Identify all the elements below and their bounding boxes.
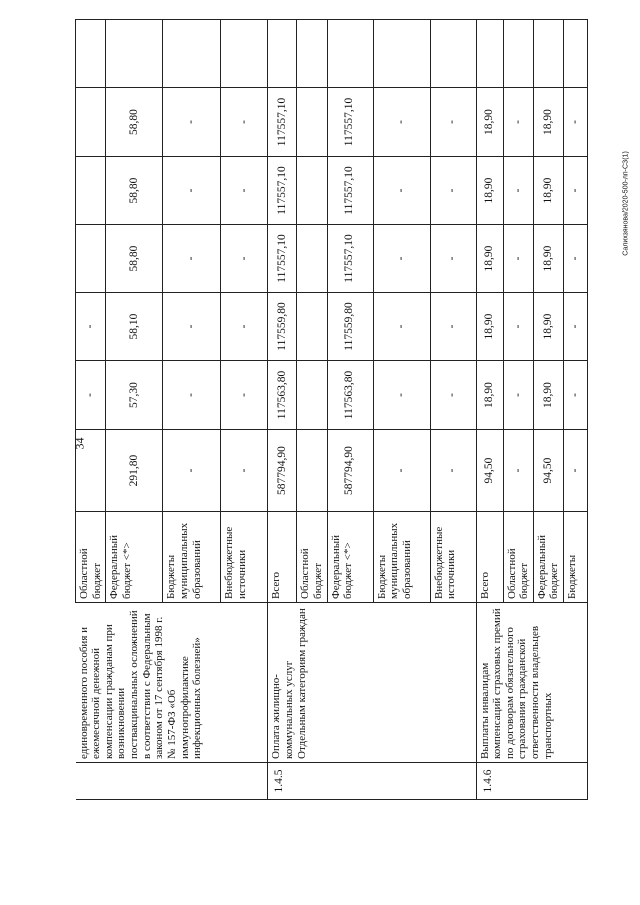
- value-cell: -: [163, 157, 221, 225]
- value-cell: 58,80: [106, 88, 163, 157]
- value-cell: 18,90: [533, 225, 563, 293]
- value-cell: -: [430, 430, 476, 512]
- funding-table-frame: [72, 20, 582, 800]
- value-cell: -: [221, 88, 268, 157]
- value-cell: -: [564, 88, 588, 157]
- value-cell: -: [503, 361, 533, 430]
- value-cell: 117559,80: [268, 293, 297, 361]
- value-cell: -: [163, 361, 221, 430]
- value-cell: 18,90: [476, 361, 503, 430]
- value-cell: [297, 157, 327, 225]
- row-number: 1.4.6: [476, 763, 588, 800]
- value-cell: 94,50: [533, 430, 563, 512]
- value-cell: 58,80: [106, 225, 163, 293]
- value-cell: [297, 20, 327, 88]
- value-cell: [76, 88, 106, 157]
- row-name: Оплата жилищно-коммунальных услуг Отдельным категориям граждан: [268, 603, 476, 763]
- value-cell: -: [503, 157, 533, 225]
- value-cell: 117557,10: [268, 157, 297, 225]
- value-cell: 18,90: [476, 88, 503, 157]
- value-cell: -: [163, 430, 221, 512]
- value-cell: -: [564, 157, 588, 225]
- value-cell: 117559,80: [327, 293, 373, 361]
- source-label: Всего: [476, 512, 503, 603]
- source-label: Бюджеты: [564, 512, 588, 603]
- table-row: [268, 20, 297, 800]
- value-cell: -: [163, 293, 221, 361]
- value-cell: 117557,10: [268, 225, 297, 293]
- value-cell: -: [564, 225, 588, 293]
- value-cell: -: [373, 430, 430, 512]
- document-code: Салихзянова/2020-500-лп-СЗ(1): [622, 151, 630, 256]
- value-cell: 18,90: [533, 293, 563, 361]
- value-cell: -: [373, 225, 430, 293]
- value-cell: 18,90: [476, 293, 503, 361]
- value-cell: -: [503, 88, 533, 157]
- value-cell: -: [221, 430, 268, 512]
- value-cell: [430, 20, 476, 88]
- table-row: [76, 20, 106, 800]
- value-cell: [503, 20, 533, 88]
- value-cell: [297, 430, 327, 512]
- source-label: Бюджеты муниципальных образований: [373, 512, 430, 603]
- value-cell: [106, 20, 163, 88]
- source-label: Федеральный бюджет <*>: [327, 512, 373, 603]
- source-label: Областной бюджет: [503, 512, 533, 603]
- value-cell: -: [430, 361, 476, 430]
- row-number: [76, 763, 268, 800]
- source-label: Внебюджетные источники: [221, 512, 268, 603]
- value-cell: [76, 157, 106, 225]
- row-name: Выплаты инвалидам компенсаций страховых премий по договорам обязательного страхования гражданской ответственности владельцев транспортных: [476, 603, 588, 763]
- page-number: 34: [72, 437, 87, 450]
- value-cell: -: [221, 157, 268, 225]
- value-cell: 587794,90: [268, 430, 297, 512]
- value-cell: -: [221, 293, 268, 361]
- value-cell: -: [503, 225, 533, 293]
- value-cell: 117557,10: [327, 88, 373, 157]
- table-row: [476, 20, 503, 800]
- value-cell: 57,30: [106, 361, 163, 430]
- source-label: Областной бюджет: [297, 512, 327, 603]
- value-cell: [297, 88, 327, 157]
- value-cell: 18,90: [533, 157, 563, 225]
- value-cell: -: [373, 293, 430, 361]
- row-name: единовременного пособия и ежемесячной денежной компенсации гражданам при возникновении поствакцинальных осложнений в соответствии с Федеральным законом от 17 сентября 1998 г. № 157-ФЗ «Об иммунопрофилактике инфекционных болезней»: [76, 603, 268, 763]
- row-number: 1.4.5: [268, 763, 476, 800]
- value-cell: 18,90: [476, 225, 503, 293]
- source-label: Областной бюджет: [76, 512, 106, 603]
- value-cell: [268, 20, 297, 88]
- value-cell: -: [76, 361, 106, 430]
- value-cell: [297, 361, 327, 430]
- value-cell: -: [430, 293, 476, 361]
- value-cell: [373, 20, 430, 88]
- value-cell: [76, 20, 106, 88]
- value-cell: -: [373, 157, 430, 225]
- source-label: Федеральный бюджет <*>: [106, 512, 163, 603]
- value-cell: 117557,10: [327, 225, 373, 293]
- value-cell: [476, 20, 503, 88]
- value-cell: [564, 20, 588, 88]
- value-cell: 58,10: [106, 293, 163, 361]
- value-cell: -: [564, 430, 588, 512]
- source-label: Федеральный бюджет: [533, 512, 563, 603]
- value-cell: [327, 20, 373, 88]
- value-cell: 117563,80: [327, 361, 373, 430]
- value-cell: 117557,10: [268, 88, 297, 157]
- value-cell: [533, 20, 563, 88]
- value-cell: -: [221, 361, 268, 430]
- value-cell: -: [76, 293, 106, 361]
- source-label: Бюджеты муниципальных образований: [163, 512, 221, 603]
- value-cell: -: [373, 88, 430, 157]
- value-cell: 58,80: [106, 157, 163, 225]
- value-cell: -: [503, 430, 533, 512]
- value-cell: 18,90: [533, 361, 563, 430]
- value-cell: -: [430, 157, 476, 225]
- value-cell: [76, 225, 106, 293]
- value-cell: -: [503, 293, 533, 361]
- value-cell: -: [221, 225, 268, 293]
- value-cell: [297, 293, 327, 361]
- value-cell: 117563,80: [268, 361, 297, 430]
- value-cell: -: [430, 225, 476, 293]
- value-cell: [76, 430, 106, 512]
- value-cell: 94,50: [476, 430, 503, 512]
- funding-table: [72, 19, 588, 800]
- value-cell: [163, 20, 221, 88]
- value-cell: 18,90: [533, 88, 563, 157]
- value-cell: 587794,90: [327, 430, 373, 512]
- value-cell: -: [430, 88, 476, 157]
- source-label: Внебюджетные источники: [430, 512, 476, 603]
- value-cell: [297, 225, 327, 293]
- value-cell: 18,90: [476, 157, 503, 225]
- source-label: Всего: [268, 512, 297, 603]
- value-cell: -: [163, 88, 221, 157]
- value-cell: -: [163, 225, 221, 293]
- value-cell: -: [373, 361, 430, 430]
- value-cell: [221, 20, 268, 88]
- value-cell: 291,80: [106, 430, 163, 512]
- value-cell: 117557,10: [327, 157, 373, 225]
- value-cell: -: [564, 293, 588, 361]
- value-cell: -: [564, 361, 588, 430]
